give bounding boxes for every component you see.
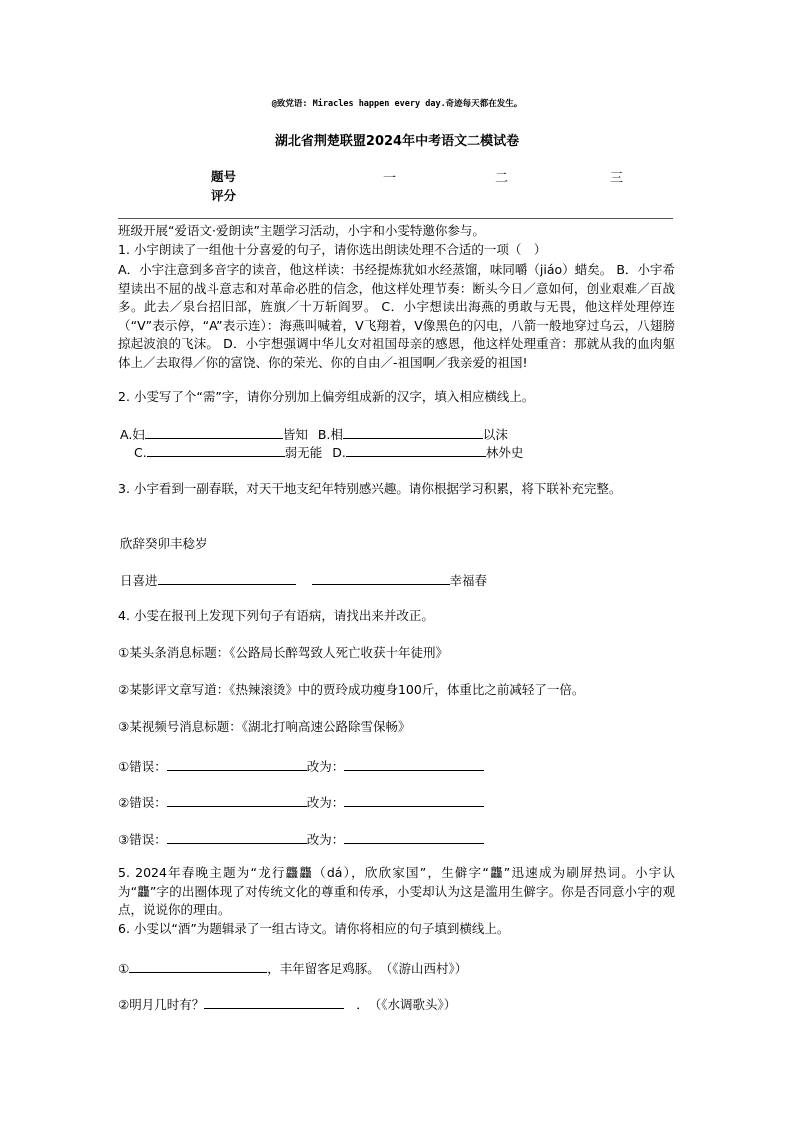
q6-stem: 6. 小雯以“酒”为题辑录了一组古诗文。请你将相应的句子填到横线上。: [118, 921, 510, 936]
q1-options: A．小宇注意到多音字的读音，他这样读：书经提炼犹如水经蒸馏，味同嚼（jiáo）蜡矣。 B．小宇希望读出不屈的战斗意志和对革命必胜的信念，他这样处理节奏：断头今日／意如何，创业艰难／百战多。此去／泉台招旧部，旌旗／十万斩阎罗。 C．小宇想读出海燕的勇敢与无畏，他这样处理停连（“V”表示停，“A”表示连）：海燕叫喊着，V飞翔着，V像黑色的闪电，八箭一般地穿过乌云，八翅膀掠起波浪的飞沫。 D．小宇想强调中华儿女对祖国母亲的感恩，他这样处理重音：那就从我的血肉躯体上／去取得／你的富饶、你的荣光、你的自由／-祖国啊／我亲爱的祖国!: [118, 262, 675, 370]
q2-d-prefix: D.: [332, 445, 346, 460]
q2-a-suffix: 皆知: [282, 427, 308, 442]
q2-stem: 2. 小雯写了个“需”字，请你分别加上偏旁组成新的汉字，填入相应横线上。: [118, 389, 535, 404]
page-motto: @致党语: Miracles happen every day.奇迹每天都在发生。: [271, 99, 523, 109]
q4-error-blank-2[interactable]: [167, 792, 307, 807]
q4-fix-row-2: [118, 792, 484, 812]
q4-error-blank-3[interactable]: [167, 829, 307, 844]
q5-text: 5. 2024年春晚主题为“龙行龘龘（dá），欣欣家国”，生僻字“龘”迅速成为刷屏热词。小宇认为“龘”字的出圈体现了对传统文化的尊重和传承，小雯却认为这是滥用生僻字。你是否同意小宇的观点，说说你的理由。: [118, 865, 675, 917]
q2-c-blank[interactable]: [147, 442, 285, 457]
q2-d-suffix: 林外史: [485, 445, 524, 460]
q4-sentence-3: ③某视频号消息标题：《湖北打响高速公路除雪保畅》: [118, 719, 411, 734]
q6-blank-1[interactable]: [129, 958, 267, 973]
q4-change-label-3: 改为：: [306, 832, 345, 847]
q4-change-label-1: 改为：: [306, 759, 345, 774]
q4-sentence-2: ②某影评文章写道：《热辣滚烫》中的贾玲成功瘦身100斤，体重比之前减轻了一倍。: [118, 682, 585, 697]
q6-line-1: [118, 958, 467, 978]
q6-l2-suffix: ． （《水调歌头》）: [356, 997, 457, 1012]
q6-l1-prefix: ①: [118, 961, 130, 976]
score-column-2: 二: [495, 171, 509, 186]
q4-fix-row-1: [118, 756, 484, 776]
header-divider: [118, 218, 673, 219]
q4-error-blank-1[interactable]: [167, 756, 307, 771]
q4-change-blank-3[interactable]: [344, 829, 484, 844]
q2-a-blank[interactable]: [145, 424, 283, 439]
q2-row-ab: [120, 424, 508, 444]
q3-blank-1[interactable]: [158, 570, 296, 585]
q6-l2-prefix: ②明月几时有？: [118, 997, 205, 1012]
q2-b-suffix: 以沫: [482, 427, 508, 442]
q4-change-blank-1[interactable]: [344, 756, 484, 771]
q6-line-2: [118, 994, 456, 1014]
q4-fix-row-3: [118, 829, 484, 849]
q4-stem: 4. 小雯在报刊上发现下列句子有语病，请找出来并改正。: [118, 608, 434, 623]
q4-change-label-2: 改为：: [306, 795, 345, 810]
q4-error-label-3: ③错误：: [118, 832, 167, 847]
q4-error-label-1: ①错误：: [118, 759, 167, 774]
q3-lower-prefix: 日喜进: [120, 573, 158, 588]
score-row-label-score: 评分: [211, 188, 237, 203]
q2-c-suffix: 弱无能: [284, 445, 323, 460]
q6-blank-2[interactable]: [204, 994, 344, 1009]
q3-upper-couplet: 欣辞癸卯丰稔岁: [120, 536, 208, 551]
q1-stem: 1. 小宇朗读了一组他十分喜爱的句子，请你选出朗读处理不合适的一项（ ）: [118, 242, 547, 257]
q3-lower-couplet: [120, 570, 487, 590]
q2-d-blank[interactable]: [346, 442, 486, 457]
q4-error-label-2: ②错误：: [118, 795, 167, 810]
q4-sentence-1: ①某头条消息标题：《公路局长醉驾致人死亡收获十年徒刑》: [118, 645, 448, 660]
q6-l1-suffix: ，丰年留客足鸡豚。 （《游山西村》）: [267, 961, 468, 976]
score-column-3: 三: [610, 171, 624, 186]
q2-c-prefix: C.: [134, 445, 147, 460]
q2-a-prefix: A.妇: [120, 427, 145, 442]
q3-lower-suffix: 幸福春: [449, 573, 488, 588]
exam-title: 湖北省荆楚联盟2024年中考语文二模试卷: [274, 134, 520, 149]
q2-b-blank[interactable]: [343, 424, 483, 439]
score-column-1: 一: [383, 171, 397, 186]
q3-blank-2[interactable]: [312, 570, 450, 585]
q2-row-cd: [134, 442, 523, 462]
q3-stem: 3. 小宇看到一副春联，对天干地支纪年特别感兴趣。请你根据学习积累，将下联补充完整。: [118, 481, 622, 496]
q4-change-blank-2[interactable]: [344, 792, 484, 807]
intro-text: 班级开展“爱语文·爱朗读”主题学习活动，小宇和小雯特邀你参与。: [118, 223, 485, 238]
score-row-label-number: 题号: [211, 169, 237, 184]
q2-b-prefix: B.相: [317, 427, 343, 442]
